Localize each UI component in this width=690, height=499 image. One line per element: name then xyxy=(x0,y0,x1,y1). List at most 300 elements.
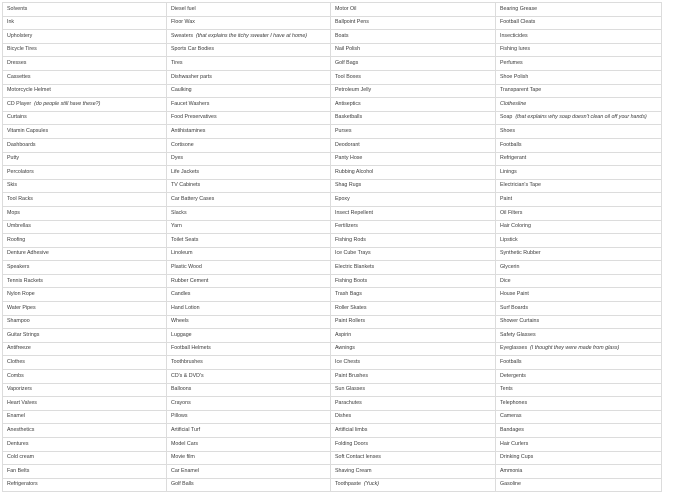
table-row xyxy=(3,438,662,452)
product-name: Refrigerators xyxy=(7,481,38,488)
table-cell xyxy=(3,465,167,479)
table-cell xyxy=(331,152,496,166)
product-name: Clothes xyxy=(7,359,25,366)
product-name: Panty Hose xyxy=(335,155,363,162)
product-name: Telephones xyxy=(500,399,528,406)
table-cell xyxy=(496,3,662,17)
table-cell xyxy=(331,98,496,112)
product-name: Yarn xyxy=(171,223,182,230)
table-cell xyxy=(167,125,331,139)
product-name: Purses xyxy=(335,127,352,134)
product-name: Tool Boxes xyxy=(335,73,361,80)
product-name: Football Cleats xyxy=(500,19,536,26)
table-cell xyxy=(496,98,662,112)
table-cell xyxy=(3,84,167,98)
product-name: Crayons xyxy=(171,399,191,406)
table-cell xyxy=(3,43,167,57)
product-name: Tennis Rackets xyxy=(7,277,43,284)
table-cell xyxy=(3,3,167,17)
product-name: Folding Doors xyxy=(335,440,368,447)
table-row xyxy=(3,166,662,180)
table-cell xyxy=(331,451,496,465)
products-table-body xyxy=(3,3,662,492)
table-cell xyxy=(331,478,496,492)
product-name: Synthetic Rubber xyxy=(500,250,541,257)
table-cell xyxy=(331,30,496,44)
table-cell xyxy=(496,206,662,220)
product-name: Refrigerant xyxy=(500,155,527,162)
table-row xyxy=(3,410,662,424)
table-cell xyxy=(167,111,331,125)
product-name: Vaporizers xyxy=(7,386,32,393)
table-cell xyxy=(496,84,662,98)
product-name: Wheels xyxy=(171,318,189,325)
product-name: Golf Bags xyxy=(335,60,359,67)
product-name: Pillows xyxy=(171,413,188,420)
product-name: Bearing Grease xyxy=(500,5,538,12)
table-cell xyxy=(496,315,662,329)
table-row xyxy=(3,193,662,207)
table-cell xyxy=(167,302,331,316)
table-cell xyxy=(167,84,331,98)
product-name: Ice Chests xyxy=(335,359,361,366)
product-name: Upholstery xyxy=(7,32,33,39)
table-cell xyxy=(167,274,331,288)
product-name: Diesel fuel xyxy=(171,5,196,12)
product-name: Toilet Seats xyxy=(171,236,199,243)
product-name: Model Cars xyxy=(171,440,199,447)
table-cell xyxy=(3,329,167,343)
table-cell xyxy=(496,410,662,424)
product-name: Anesthetics xyxy=(7,427,35,434)
table-cell xyxy=(3,397,167,411)
product-name: Rubbing Alcohol xyxy=(335,168,374,175)
product-name: Shower Curtains xyxy=(500,318,540,325)
product-name: Glycerin xyxy=(500,263,520,270)
table-cell xyxy=(3,206,167,220)
product-name: Mops xyxy=(7,209,20,216)
table-cell xyxy=(331,193,496,207)
product-name: Speakers xyxy=(7,263,30,270)
product-name: Linoleum xyxy=(171,250,193,257)
product-name: Sun Glasses xyxy=(335,386,366,393)
table-row xyxy=(3,111,662,125)
product-name: Artificial limbs xyxy=(335,427,368,434)
table-cell xyxy=(496,179,662,193)
product-name: Drinking Cups xyxy=(500,454,534,461)
product-name: Hair Curlers xyxy=(500,440,529,447)
product-name: Dentures xyxy=(7,440,29,447)
table-row xyxy=(3,16,662,30)
table-cell xyxy=(496,370,662,384)
product-name: Shag Rugs xyxy=(335,182,362,189)
product-name: Percolators xyxy=(7,168,34,175)
table-row xyxy=(3,138,662,152)
product-name: Toothbrushes xyxy=(171,359,203,366)
table-cell xyxy=(3,220,167,234)
table-cell xyxy=(496,152,662,166)
table-cell xyxy=(167,410,331,424)
table-row xyxy=(3,152,662,166)
table-row xyxy=(3,465,662,479)
table-cell xyxy=(331,261,496,275)
table-row xyxy=(3,424,662,438)
product-name: Nylon Rope xyxy=(7,291,35,298)
table-cell xyxy=(167,288,331,302)
product-name: Shaving Cream xyxy=(335,467,372,474)
product-name: Ink xyxy=(7,19,15,26)
table-cell xyxy=(331,302,496,316)
product-note: (that explains why soap doesn't clean oil off your hands) xyxy=(515,114,647,121)
product-name: Shoes xyxy=(500,127,516,134)
table-cell xyxy=(496,234,662,248)
product-name: Dyes xyxy=(171,155,184,162)
table-cell xyxy=(496,288,662,302)
table-cell xyxy=(496,478,662,492)
table-cell xyxy=(167,206,331,220)
table-cell xyxy=(496,424,662,438)
table-cell xyxy=(331,43,496,57)
table-cell xyxy=(331,370,496,384)
product-name: Lipstick xyxy=(500,236,518,243)
table-cell xyxy=(167,3,331,17)
table-cell xyxy=(331,206,496,220)
table-cell xyxy=(167,247,331,261)
table-cell xyxy=(167,451,331,465)
table-cell xyxy=(3,383,167,397)
product-name: Insect Repellent xyxy=(335,209,373,216)
table-cell xyxy=(331,84,496,98)
table-cell xyxy=(167,356,331,370)
product-name: Vitamin Capsules xyxy=(7,127,49,134)
table-cell xyxy=(167,234,331,248)
table-cell xyxy=(496,30,662,44)
product-name: Dice xyxy=(500,277,511,284)
table-cell xyxy=(3,261,167,275)
table-row xyxy=(3,302,662,316)
table-cell xyxy=(167,220,331,234)
product-name: Soap xyxy=(500,114,513,121)
table-cell xyxy=(331,383,496,397)
table-cell xyxy=(3,424,167,438)
product-name: Fishing Rods xyxy=(335,236,366,243)
table-cell xyxy=(331,410,496,424)
table-cell xyxy=(3,193,167,207)
table-cell xyxy=(3,356,167,370)
table-cell xyxy=(167,30,331,44)
table-cell xyxy=(167,70,331,84)
table-cell xyxy=(167,179,331,193)
product-name: Life Jackets xyxy=(171,168,199,175)
product-name: Fan Belts xyxy=(7,467,30,474)
product-name: Awnings xyxy=(335,345,355,352)
product-name: Hand Lotion xyxy=(171,304,200,311)
product-name: Deodorant xyxy=(335,141,360,148)
product-name: Oil Filters xyxy=(500,209,523,216)
product-name: Basketballs xyxy=(335,114,363,121)
table-row xyxy=(3,234,662,248)
product-name: Solvents xyxy=(7,5,28,12)
table-cell xyxy=(331,465,496,479)
product-name: Movie film xyxy=(171,454,195,461)
table-cell xyxy=(167,329,331,343)
table-cell xyxy=(331,3,496,17)
table-row xyxy=(3,274,662,288)
table-row xyxy=(3,478,662,492)
table-cell xyxy=(3,370,167,384)
product-name: Cassettes xyxy=(7,73,31,80)
product-name: Perfumes xyxy=(500,60,523,67)
product-name: Fertilizers xyxy=(335,223,358,230)
table-row xyxy=(3,288,662,302)
product-name: Cortisone xyxy=(171,141,194,148)
table-row xyxy=(3,370,662,384)
product-name: Dishwasher parts xyxy=(171,73,212,80)
product-name: Electrician's Tape xyxy=(500,182,541,189)
table-row xyxy=(3,220,662,234)
table-cell xyxy=(331,356,496,370)
table-cell xyxy=(3,451,167,465)
table-cell xyxy=(496,356,662,370)
table-cell xyxy=(167,315,331,329)
table-row xyxy=(3,315,662,329)
table-cell xyxy=(331,70,496,84)
product-name: Slacks xyxy=(171,209,187,216)
product-name: Bandages xyxy=(500,427,524,434)
table-cell xyxy=(167,193,331,207)
product-name: Boats xyxy=(335,32,349,39)
table-cell xyxy=(3,274,167,288)
table-cell xyxy=(496,166,662,180)
table-row xyxy=(3,179,662,193)
product-name: Ammonia xyxy=(500,467,523,474)
table-row xyxy=(3,356,662,370)
table-row xyxy=(3,3,662,17)
table-cell xyxy=(331,16,496,30)
table-cell xyxy=(3,30,167,44)
product-name: CD's & DVD's xyxy=(171,372,204,379)
product-name: Fishing Boots xyxy=(335,277,368,284)
table-cell xyxy=(167,383,331,397)
table-row xyxy=(3,30,662,44)
product-note: (I thought they were made from glass) xyxy=(530,345,620,352)
product-name: Petroleum Jelly xyxy=(335,87,372,94)
table-cell xyxy=(331,397,496,411)
table-cell xyxy=(331,329,496,343)
product-name: Parachutes xyxy=(335,399,362,406)
table-cell xyxy=(167,166,331,180)
table-cell xyxy=(3,234,167,248)
product-name: Shoe Polish xyxy=(500,73,529,80)
table-cell xyxy=(3,410,167,424)
table-cell xyxy=(3,166,167,180)
product-name: Dishes xyxy=(335,413,352,420)
table-cell xyxy=(496,342,662,356)
product-name: Gasoline xyxy=(500,481,521,488)
table-row xyxy=(3,70,662,84)
product-name: Shampoo xyxy=(7,318,30,325)
table-cell xyxy=(331,138,496,152)
table-cell xyxy=(3,16,167,30)
product-name: Plastic Wood xyxy=(171,263,202,270)
table-cell xyxy=(3,57,167,71)
product-name: Umbrellas xyxy=(7,223,31,230)
product-name: Insecticides xyxy=(500,32,528,39)
product-name: Tool Racks xyxy=(7,195,33,202)
table-row xyxy=(3,383,662,397)
table-cell xyxy=(167,342,331,356)
product-name: Candles xyxy=(171,291,191,298)
table-cell xyxy=(167,261,331,275)
table-cell xyxy=(3,438,167,452)
product-name: Hair Coloring xyxy=(500,223,531,230)
table-cell xyxy=(496,57,662,71)
product-name: Golf Balls xyxy=(171,481,194,488)
table-cell xyxy=(331,247,496,261)
product-name: Faucet Washers xyxy=(171,100,210,107)
table-cell xyxy=(3,247,167,261)
table-cell xyxy=(496,465,662,479)
table-cell xyxy=(3,288,167,302)
table-row xyxy=(3,84,662,98)
product-name: Sweaters xyxy=(171,32,194,39)
table-cell xyxy=(3,315,167,329)
product-name: Artificial Turf xyxy=(171,427,201,434)
product-name: Linings xyxy=(500,168,517,175)
table-row xyxy=(3,329,662,343)
product-name: Paint Rollers xyxy=(335,318,366,325)
product-name: Tires xyxy=(171,60,183,67)
product-name: Food Preservatives xyxy=(171,114,217,121)
table-cell xyxy=(331,234,496,248)
product-name: Tents xyxy=(500,386,513,393)
product-name: CD Player xyxy=(7,100,32,107)
product-name: Antifreeze xyxy=(7,345,31,352)
table-cell xyxy=(496,438,662,452)
product-name: House Paint xyxy=(500,291,529,298)
table-cell xyxy=(331,220,496,234)
product-name: Football Helmets xyxy=(171,345,211,352)
table-row xyxy=(3,98,662,112)
table-cell xyxy=(496,329,662,343)
product-name: Putty xyxy=(7,155,20,162)
product-name: Cold cream xyxy=(7,454,35,461)
table-cell xyxy=(3,152,167,166)
table-cell xyxy=(3,302,167,316)
table-cell xyxy=(496,261,662,275)
table-cell xyxy=(496,43,662,57)
product-name: Antihistamines xyxy=(171,127,206,134)
product-name: Rubber Cement xyxy=(171,277,209,284)
table-cell xyxy=(3,98,167,112)
table-cell xyxy=(496,451,662,465)
product-name: Skis xyxy=(7,182,18,189)
product-name: Heart Valves xyxy=(7,399,37,406)
table-cell xyxy=(496,16,662,30)
product-name: Dashboards xyxy=(7,141,36,148)
table-cell xyxy=(496,125,662,139)
product-name: Nail Polish xyxy=(335,46,361,53)
product-name: Curtains xyxy=(7,114,27,121)
product-name: Soft Contact lenses xyxy=(335,454,381,461)
table-cell xyxy=(331,438,496,452)
product-name: Denture Adhesive xyxy=(7,250,49,257)
table-cell xyxy=(167,465,331,479)
table-cell xyxy=(167,370,331,384)
products-table xyxy=(2,2,662,492)
product-name: Paint xyxy=(500,195,513,202)
table-cell xyxy=(167,397,331,411)
table-cell xyxy=(496,274,662,288)
product-name: Trash Bags xyxy=(335,291,362,298)
product-name: Roller Skates xyxy=(335,304,367,311)
table-cell xyxy=(496,397,662,411)
product-name: Luggage xyxy=(171,331,192,338)
table-cell xyxy=(496,302,662,316)
product-name: Bicycle Tires xyxy=(7,46,37,53)
table-cell xyxy=(167,16,331,30)
product-name: Aspirin xyxy=(335,331,352,338)
product-name: Enamel xyxy=(7,413,25,420)
table-cell xyxy=(167,98,331,112)
table-cell xyxy=(331,57,496,71)
product-note: (Yuck) xyxy=(363,481,379,488)
table-row xyxy=(3,261,662,275)
table-row xyxy=(3,342,662,356)
table-cell xyxy=(3,478,167,492)
table-cell xyxy=(331,274,496,288)
table-cell xyxy=(167,478,331,492)
table-row xyxy=(3,451,662,465)
product-name: Motor Oil xyxy=(335,5,357,12)
product-name: Epoxy xyxy=(335,195,350,202)
table-cell xyxy=(331,342,496,356)
table-row xyxy=(3,43,662,57)
table-row xyxy=(3,206,662,220)
product-name: Safety Glasses xyxy=(500,331,536,338)
table-cell xyxy=(3,179,167,193)
product-name: Motorcycle Helmet xyxy=(7,87,51,94)
product-name: Clothesline xyxy=(500,100,527,107)
product-name: Transparent Tape xyxy=(500,87,542,94)
product-name: Guitar Strings xyxy=(7,331,40,338)
product-name: Footballs xyxy=(500,141,522,148)
product-name: Dresses xyxy=(7,60,27,67)
product-name: Antiseptics xyxy=(335,100,361,107)
table-cell xyxy=(331,111,496,125)
table-cell xyxy=(167,138,331,152)
product-name: Floor Wax xyxy=(171,19,195,26)
product-name: Toothpaste xyxy=(335,481,361,488)
product-name: Detergents xyxy=(500,372,526,379)
product-name: Car Enamel xyxy=(171,467,199,474)
table-cell xyxy=(496,138,662,152)
product-name: Fishing lures xyxy=(500,46,531,53)
product-name: Cameras xyxy=(500,413,522,420)
product-name: Eyeglasses xyxy=(500,345,528,352)
table-cell xyxy=(3,111,167,125)
table-cell xyxy=(496,247,662,261)
product-name: Combs xyxy=(7,372,24,379)
table-cell xyxy=(331,424,496,438)
product-name: Electric Blankets xyxy=(335,263,375,270)
product-name: Paint Brushes xyxy=(335,372,368,379)
table-row xyxy=(3,247,662,261)
table-cell xyxy=(3,70,167,84)
product-name: Water Pipes xyxy=(7,304,36,311)
table-cell xyxy=(331,125,496,139)
table-cell xyxy=(167,57,331,71)
